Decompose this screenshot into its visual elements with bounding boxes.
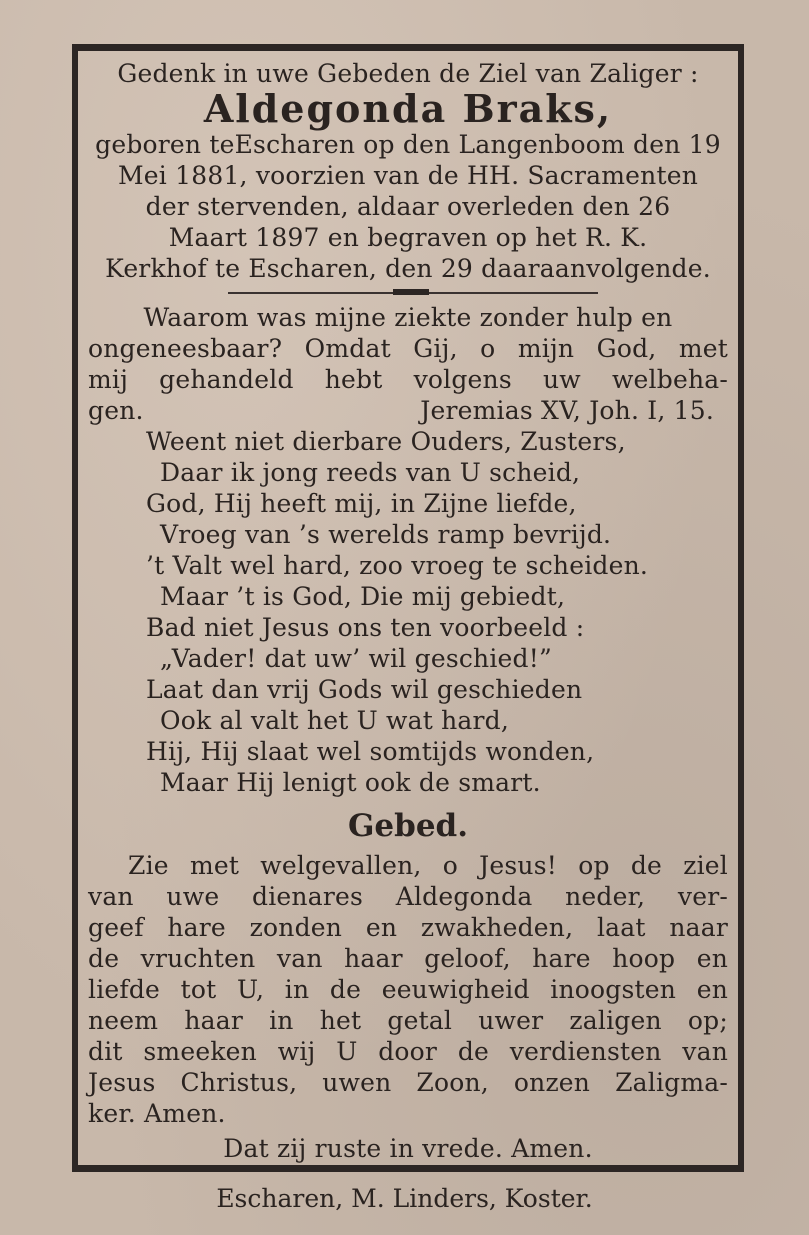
quote-line: Waarom was mijne ziekte zonder hulp en <box>143 303 673 332</box>
poem-line: Maar ’t is God, Die mij gebiedt, <box>160 582 566 611</box>
poem-line: Ook al valt het U wat hard, <box>160 706 510 735</box>
prayer-block <box>88 850 728 1164</box>
poem-line: Maar Hij lenigt ook de smart. <box>160 768 541 797</box>
prayer-line: de vruchten van haar geloof, hare hoop en <box>88 944 728 973</box>
prayer-heading: Gebed. <box>347 808 469 844</box>
quote-block <box>88 302 728 426</box>
bio-line: geboren teEscharen op den Langenboom den 19 <box>95 130 721 159</box>
poem-line: Vroeg van ’s werelds ramp bevrijd. <box>160 520 612 549</box>
deceased-name: Aldegonda Braks, <box>203 86 613 131</box>
prayer-line: dit smeeken wij U door de verdiensten van <box>88 1037 728 1066</box>
poem-line: God, Hij heeft mij, in Zijne liefde, <box>146 489 577 518</box>
quote-last-line <box>88 395 728 426</box>
prayer-closing: Dat zij ruste in vrede. Amen. <box>223 1134 593 1163</box>
prayer-line: Jesus Christus, uwen Zoon, onzen Zaligma- <box>88 1068 728 1097</box>
quote-line: mij gehandeld hebt volgens uw welbeha- <box>88 365 728 394</box>
quote-last-word: gen. <box>88 396 144 425</box>
prayer-last-line: ker. Amen. <box>88 1099 226 1128</box>
poem-line: Bad niet Jesus ons ten voorbeeld : <box>146 613 585 642</box>
poem-block <box>88 426 728 798</box>
printer-credit: Escharen, M. Linders, Koster. <box>216 1184 593 1213</box>
poem-line: Hij, Hij slaat wel somtijds wonden, <box>146 737 595 766</box>
bio-line: der stervenden, aldaar overleden den 26 <box>145 192 671 221</box>
invocation: Gedenk in uwe Gebeden de Ziel van Zaliger : <box>117 59 699 88</box>
prayer-line: liefde tot U, in de eeuwigheid inoogsten en <box>88 975 728 1004</box>
prayer-line: Zie met welgevallen, o Jesus! op de ziel <box>128 851 728 880</box>
prayer-line: van uwe dienares Aldegonda neder, ver- <box>88 882 728 911</box>
bio-line: Maart 1897 en begraven op het R. K. <box>168 223 648 252</box>
divider-rule <box>88 286 728 300</box>
quote-line: ongeneesbaar? Omdat Gij, o mijn God, met <box>88 334 728 363</box>
prayer-line: geef hare zonden en zwakheden, laat naar <box>88 913 728 942</box>
poem-line: Daar ik jong reeds van U scheid, <box>160 458 581 487</box>
poem-line: ’t Valt wel hard, zoo vroeg te scheiden. <box>146 551 649 580</box>
quote-reference: Jeremias XV, Joh. I, 15. <box>420 396 714 425</box>
prayer-line: neem haar in het getal uwer zaligen op; <box>88 1006 728 1035</box>
bio-line: Mei 1881, voorzien van de HH. Sacramenten <box>118 161 698 190</box>
poem-line: Laat dan vrij Gods wil geschieden <box>146 675 583 704</box>
bio-block <box>88 129 728 284</box>
poem-line: „Vader! dat uw’ wil geschied!” <box>160 644 552 673</box>
poem-line: Weent niet dierbare Ouders, Zusters, <box>146 427 626 456</box>
bio-line: Kerkhof te Escharen, den 29 daaraanvolgende. <box>105 254 711 283</box>
card-content <box>88 58 728 1164</box>
